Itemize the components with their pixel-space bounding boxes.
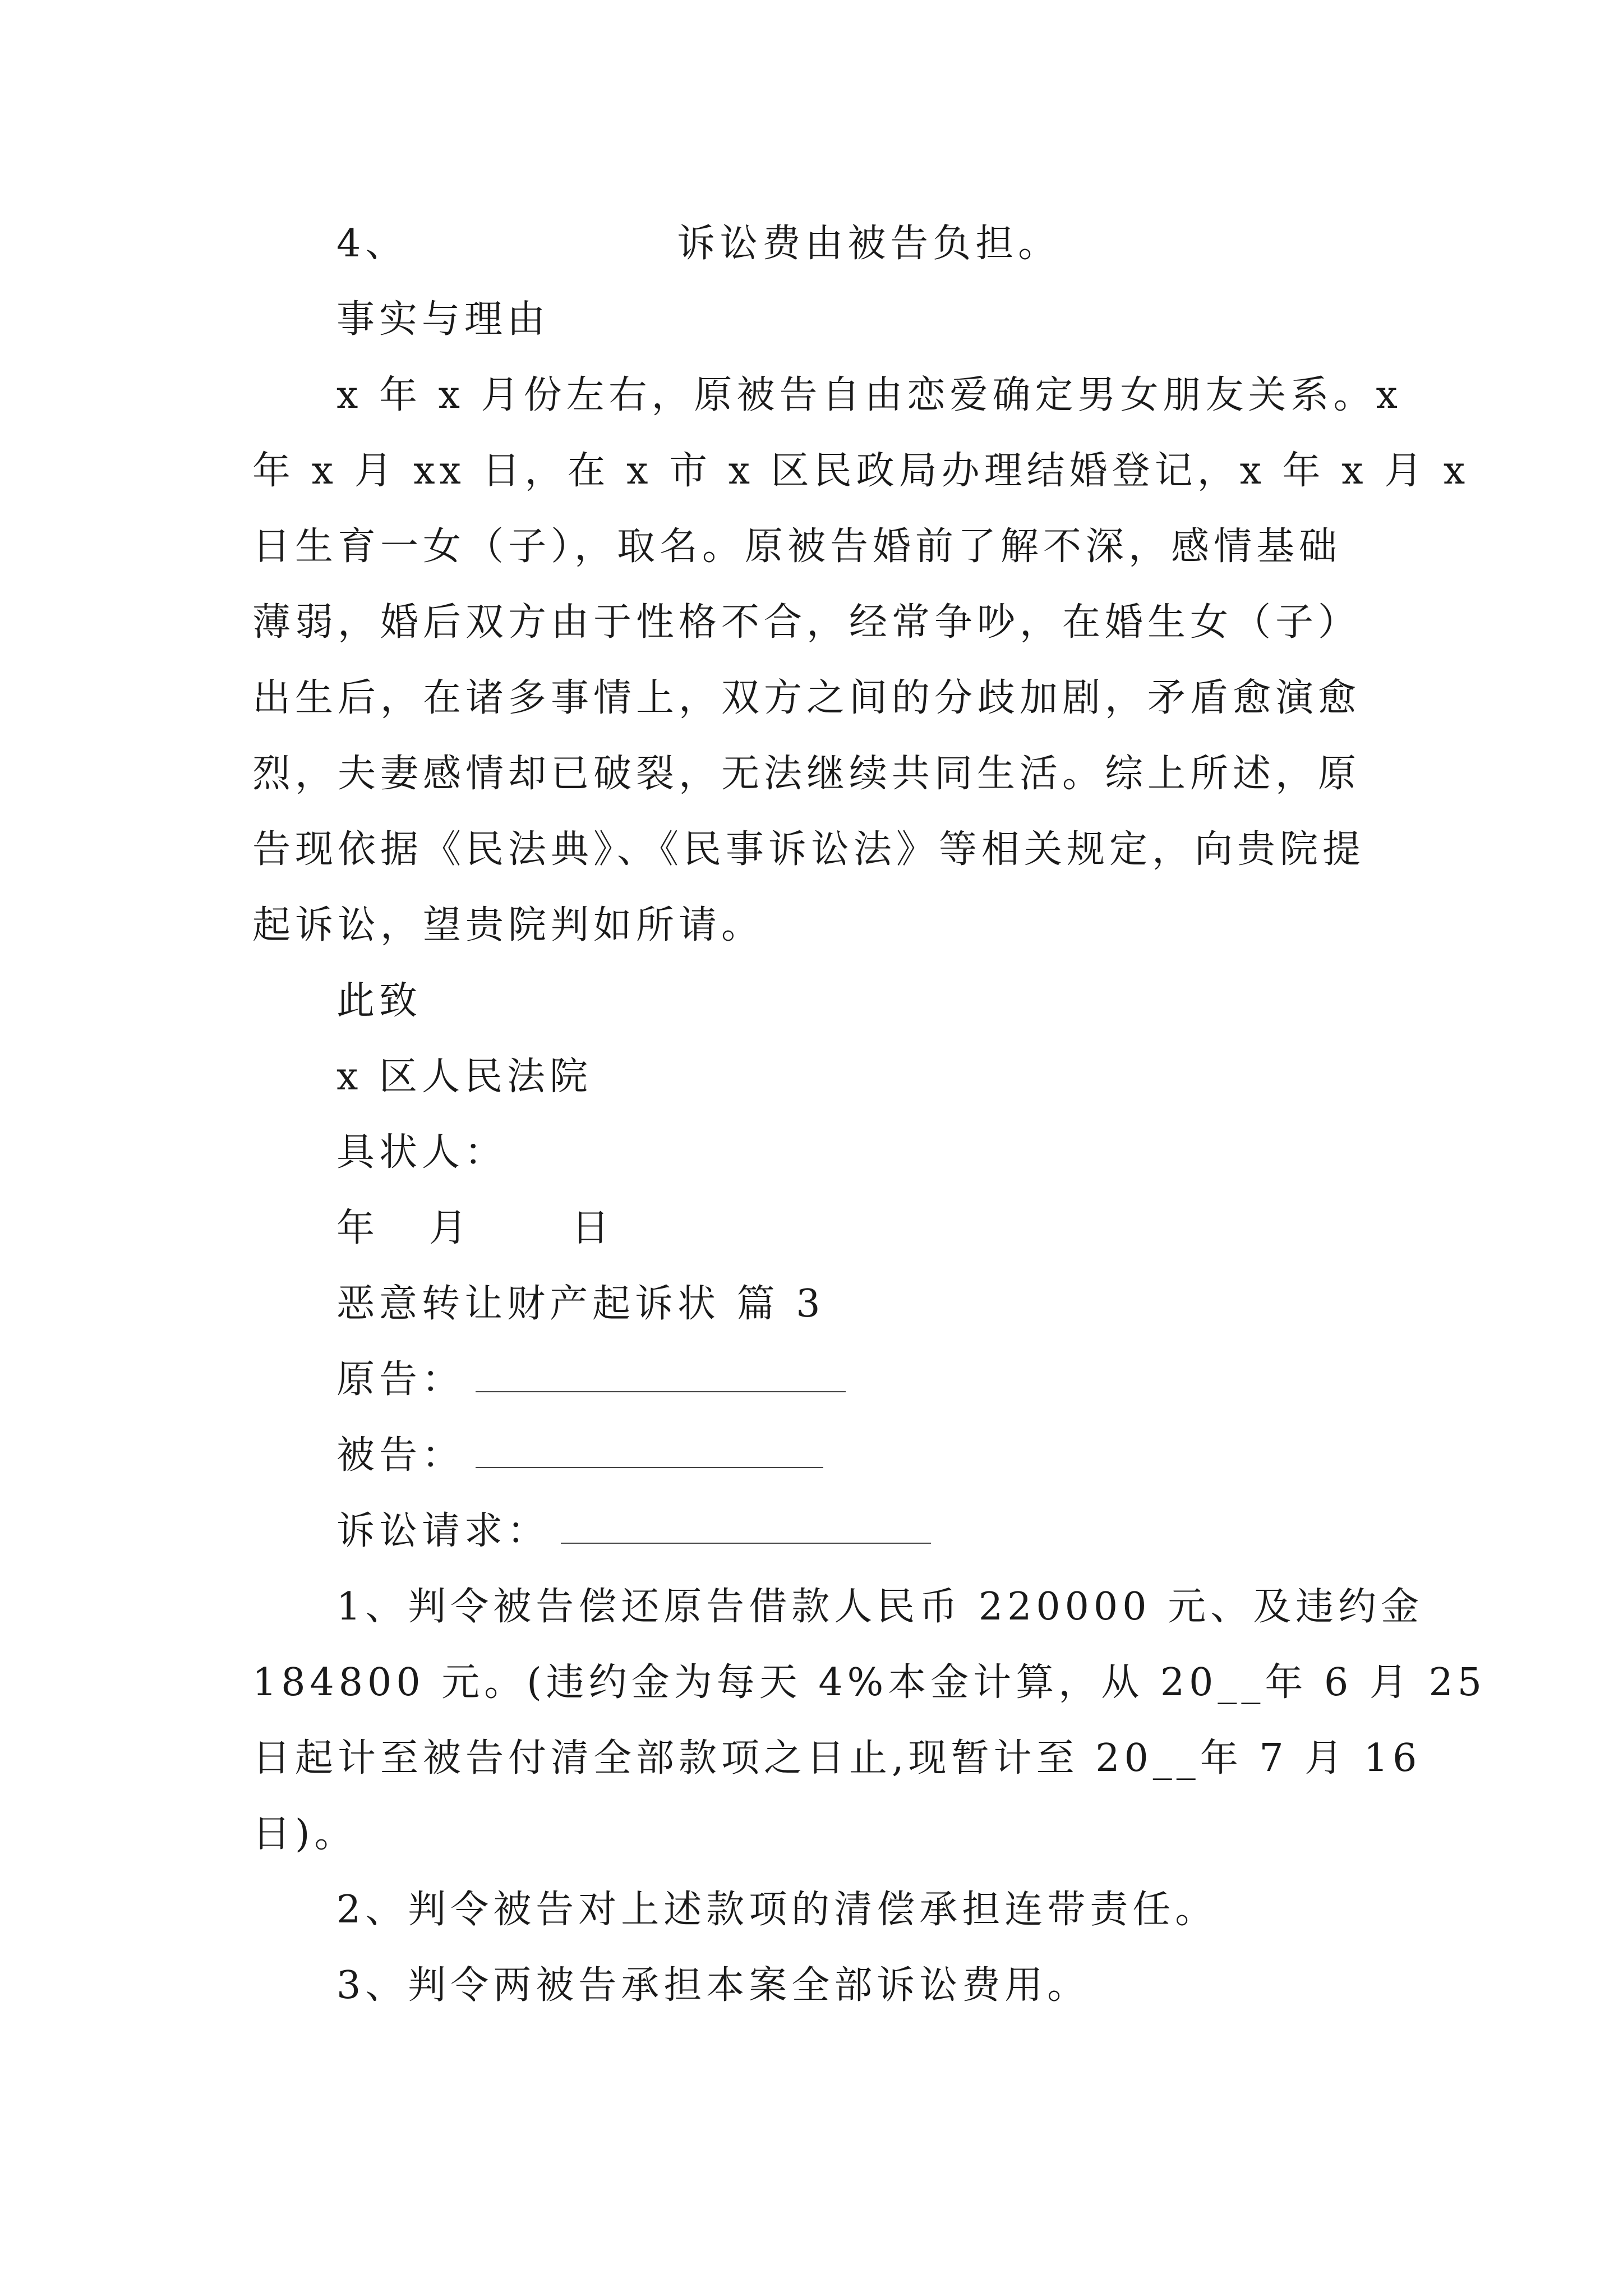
signer-label: 具状人： [336, 1130, 508, 1175]
claims-label: 诉讼请求： [336, 1509, 550, 1553]
plaintiff-label: 原告： [336, 1358, 465, 1402]
defendant-blank [476, 1428, 823, 1468]
facts-line: 告现依据《民法典》、《民事诉讼法》等相关规定，向贵院提 [252, 827, 1366, 872]
defendant-label: 被告： [336, 1433, 465, 1478]
facts-line: 日生育一女（子），取名。原被告婚前了解不深，感情基础 [252, 524, 1342, 569]
claim-item-4-number: 4、 [336, 222, 408, 266]
facts-line: 烈，夫妻感情却已破裂，无法继续共同生活。综上所述，原 [252, 752, 1361, 796]
defendant-row [336, 1428, 1458, 1484]
plaintiff-row [336, 1352, 1458, 1408]
claim-1-line: 184800 元。(违约金为每天 4%本金计算，从 20__年 6 月 25 [252, 1660, 1486, 1705]
facts-heading: 事实与理由 [336, 297, 550, 342]
claims-blank [561, 1503, 931, 1544]
facts-line: x 年 x 月份左右，原被告自由恋爱确定男女朋友关系。x [336, 373, 1402, 417]
claims-row [336, 1503, 1458, 1559]
plaintiff-blank [476, 1352, 846, 1392]
claim-1-line: 1、判令被告偿还原告借款人民币 220000 元、及违约金 [336, 1585, 1424, 1629]
claim-1-line: 日)。 [252, 1812, 357, 1856]
claim-3: 3、判令两被告承担本案全部诉讼费用。 [336, 1963, 1090, 2008]
facts-line: 年 x 月 xx 日，在 x 市 x 区民政局办理结婚登记，x 年 x 月 x [252, 449, 1470, 493]
claim-item-4-text: 诉讼费由被告负担。 [677, 222, 1061, 266]
facts-line: 起诉讼，望贵院判如所请。 [252, 903, 764, 947]
closing-salutation: 此致 [336, 979, 422, 1023]
facts-line: 出生后，在诸多事情上，双方之间的分歧加剧，矛盾愈演愈 [252, 676, 1361, 720]
facts-line: 薄弱，婚后双方由于性格不合，经常争吵，在婚生女（子） [252, 600, 1361, 645]
claim-2: 2、判令被告对上述款项的清偿承担连带责任。 [336, 1888, 1218, 1932]
claim-1-line: 日起计至被告付清全部款项之日止,现暂计至 20__年 7 月 16 [252, 1736, 1422, 1780]
court-name: x 区人民法院 [336, 1055, 592, 1099]
claim-item-4 [336, 216, 1458, 272]
date-line: 年 月 日 [336, 1206, 614, 1250]
section-title: 恶意转让财产起诉状 篇 3 [336, 1282, 825, 1326]
